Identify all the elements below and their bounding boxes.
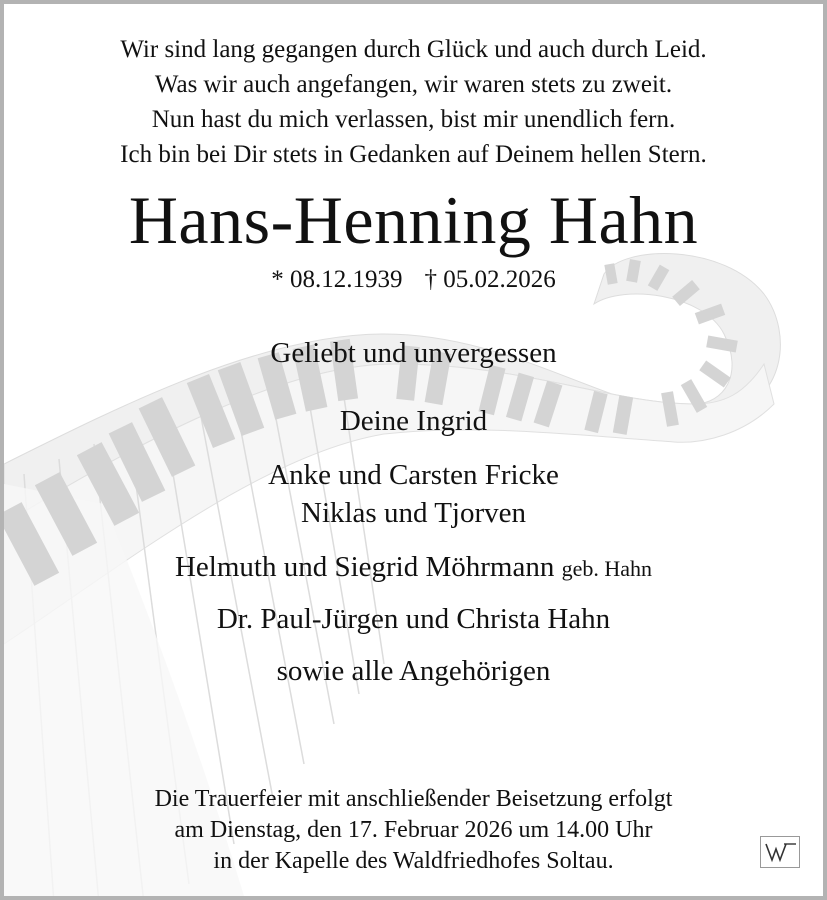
- mourner-line: Dr. Paul-Jürgen und Christa Hahn: [216, 603, 611, 635]
- publisher-logo-icon: [760, 836, 800, 868]
- poem: [4, 32, 823, 172]
- death-date: † 05.02.2026: [424, 266, 556, 293]
- mourner-line: Niklas und Tjorven: [301, 497, 526, 529]
- mourner-name: Helmuth und Siegrid Möhrmann: [174, 551, 555, 583]
- obituary-content: [4, 4, 823, 896]
- deceased-name: Hans-Henning Hahn: [128, 182, 699, 258]
- birth-date: * 08.12.1939: [271, 266, 403, 293]
- funeral-service-info: [4, 784, 823, 877]
- mourner-line: Deine Ingrid: [339, 405, 488, 437]
- poem-line: Ich bin bei Dir stets in Gedanken auf Deinem hellen Stern.: [120, 141, 707, 168]
- service-line: am Dienstag, den 17. Februar 2026 um 14.00 Uhr: [174, 817, 653, 843]
- poem-line: Was wir auch angefangen, wir waren stets zu zweit.: [154, 71, 673, 98]
- life-dates: [4, 264, 823, 296]
- mourner-line: Anke und Carsten Fricke: [268, 459, 559, 491]
- mourner-line: [4, 548, 823, 588]
- poem-line: Nun hast du mich verlassen, bist mir unendlich fern.: [151, 106, 676, 133]
- service-line: in der Kapelle des Waldfriedhofes Soltau.: [213, 848, 614, 874]
- maiden-name: geb. Hahn: [561, 556, 653, 581]
- motto: Geliebt und unvergessen: [270, 337, 557, 369]
- service-line: Die Trauerfeier mit anschließender Beisetzung erfolgt: [154, 786, 673, 812]
- poem-line: Wir sind lang gegangen durch Glück und auch durch Leid.: [120, 36, 707, 63]
- mourner-line: sowie alle Angehörigen: [276, 655, 551, 687]
